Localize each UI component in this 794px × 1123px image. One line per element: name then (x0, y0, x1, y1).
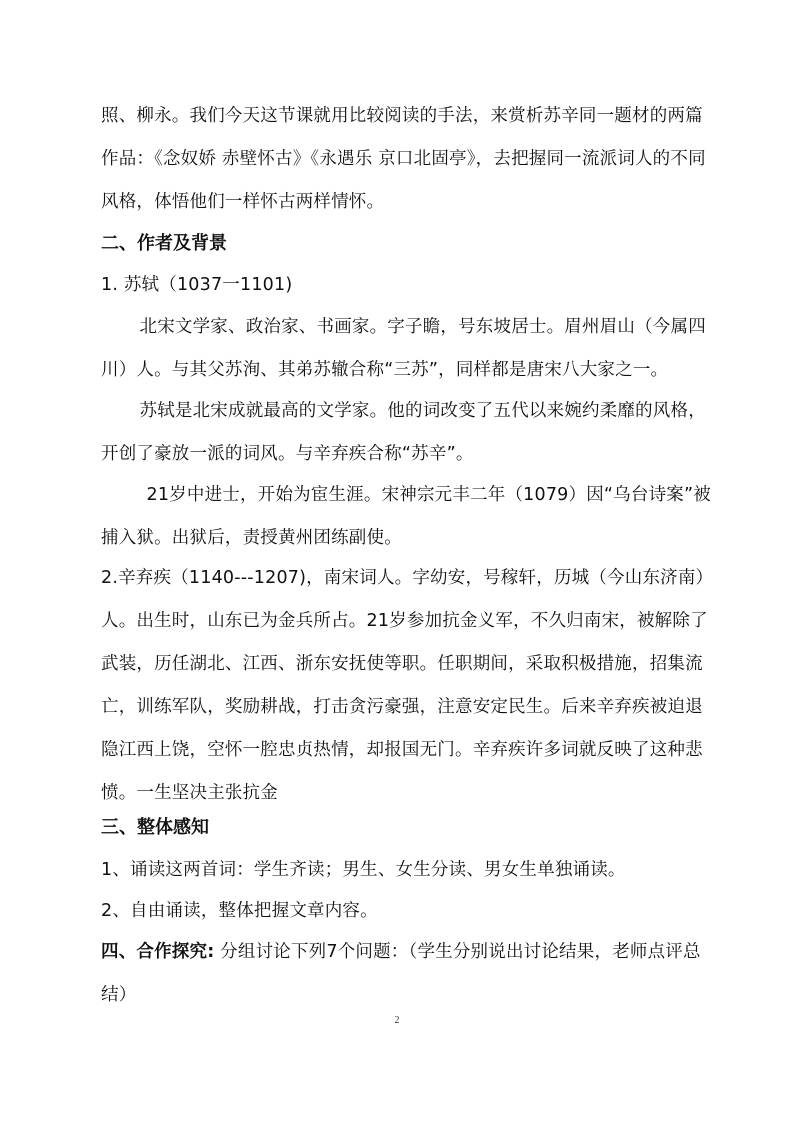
cooperative-inquiry-paragraph (101, 931, 711, 1017)
section-heading-overall-perception: 三、整体感知 (101, 817, 209, 838)
cooperative-inquiry-text: 分组讨论下列7个问题：（学生分别说出讨论结果，老师点评总结） (101, 942, 701, 1005)
perception-item-2: 2、自由诵读，整体把握文章内容。 (101, 901, 378, 921)
xin-qiji-paragraph: 2.辛弃疾（1140---1207)，南宋词人。字幼安，号稼轩，历城（今山东济南）人。出生时，山东已为金兵所占。21岁参加抗金义军，不久归南宋，被解除了武装，历任湖北、江西、浙东安抚使等职。任职期间，采取积极措施，招集流亡，训练军队，奖励耕战，打击贪污豪强，注意安定民生。后来辛弃疾被迫退隐江西上饶，空怀一腔忠贞热情，却报国无门。辛弃疾许多词就反映了这种悲愤。一生坚决主张抗金 (101, 568, 708, 803)
su-shi-style-paragraph: 苏轼是北宋成就最高的文学家。他的词改变了五代以来婉约柔靡的风格，开创了豪放一派的词风。与辛弃疾合称“苏辛”。 (101, 401, 706, 464)
page-number: 2 (394, 1015, 400, 1026)
section-heading-cooperative-inquiry: 四、合作探究: (101, 942, 215, 962)
section-heading-author-background: 二、作者及背景 (101, 233, 227, 254)
su-shi-title: 1. 苏轼（1037一1101) (101, 275, 293, 295)
su-shi-career-paragraph: 21岁中进士，开始为宦生涯。宋神宗元丰二年（1079）因“乌台诗案”被捕入狱。出狱后，责授黄州团练副使。 (101, 485, 711, 548)
su-shi-bio-paragraph: 北宋文学家、政治家、书画家。字子瞻，号东坡居士。眉州眉山（今属四川）人。与其父苏洵、其弟苏辙合称“三苏”，同样都是唐宋八大家之一。 (101, 317, 706, 380)
intro-paragraph: 照、柳永。我们今天这节课就用比较阅读的手法，来赏析苏辛同一题材的两篇作品：《念奴娇 赤壁怀古》《永遇乐 京口北固亭》，去把握同一流派词人的不同风格，体悟他们一样怀古两样情怀。 (101, 106, 706, 212)
perception-item-1: 1、诵读这两首词：学生齐读；男生、女生分读、男女生单独诵读。 (101, 860, 626, 880)
